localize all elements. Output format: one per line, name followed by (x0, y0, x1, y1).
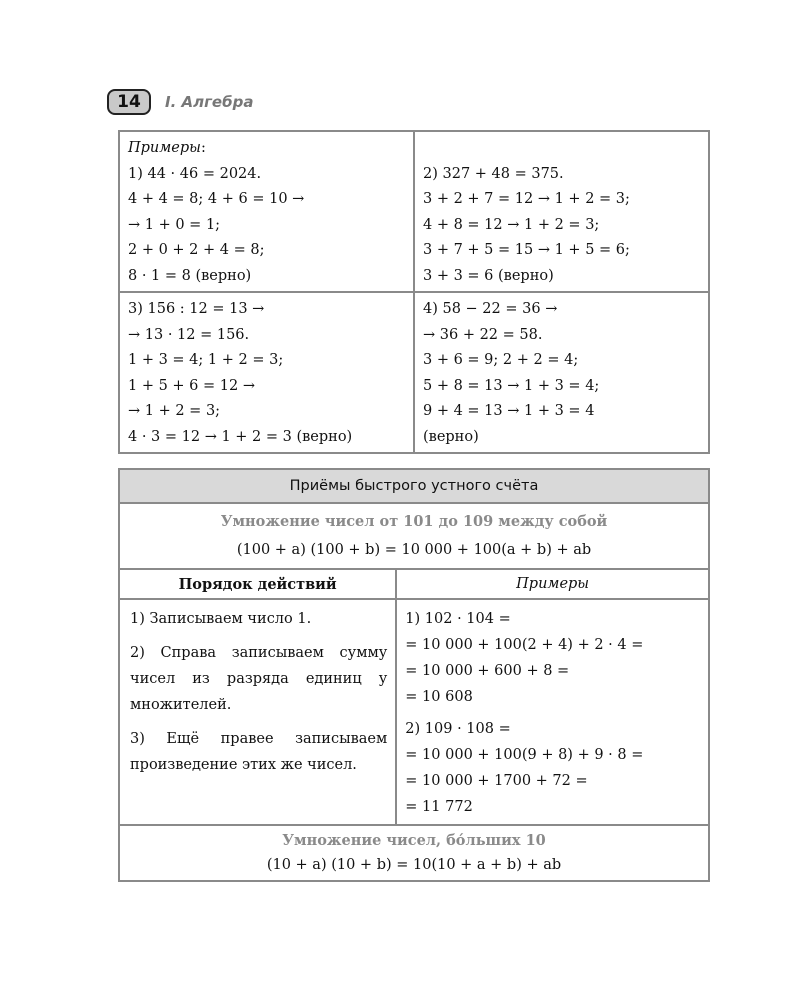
example-cell-2 (414, 131, 709, 292)
math-line: = 10 000 + 100(2 + 4) + 2 · 4 = (405, 637, 644, 653)
step-item: 3) Ещё правее записываем произведение этих же чисел. (130, 731, 388, 773)
section-multiply-over-10 (119, 825, 709, 881)
math-line: 4 + 8 = 12 → 1 + 2 = 3; (423, 216, 600, 233)
math-line: 8 · 1 = 8 (верно) (128, 267, 252, 284)
math-line: 5 + 8 = 13 → 1 + 3 = 4; (423, 377, 600, 394)
math-line: 4 · 3 = 12 → 1 + 2 = 3 (верно) (128, 428, 353, 445)
math-line: → 36 + 22 = 58. (423, 326, 543, 343)
math-line: 2) 327 + 48 = 375. (423, 165, 564, 182)
math-line: → 1 + 2 = 3; (128, 403, 221, 419)
examples-label: Примеры (128, 140, 201, 156)
math-line: (верно) (423, 428, 479, 445)
math-line: = 10 000 + 1700 + 72 = (405, 773, 588, 789)
math-line: 4) 58 − 22 = 36 → (423, 301, 558, 317)
techniques-table (118, 468, 710, 882)
math-line: → 1 + 0 = 1; (128, 216, 221, 233)
section-heading: Умножение чисел от 101 до 109 между собой (220, 513, 608, 530)
math-line: 3 + 7 + 5 = 15 → 1 + 5 = 6; (423, 242, 630, 258)
math-line: 1) 102 · 104 = (405, 611, 511, 627)
example-cell-1: Примеры: 1) 44 · 46 = 2024. 4 + 4 = 8; 4 + 6 = 10 → → 1 + 0 = 1; 2 + 0 + 2 + 4 = 8; 8 · 1 = 8 (верно) (119, 131, 414, 292)
section-formula: (100 + a) (100 + b) = 10 000 + 100(a + b) + ab (236, 542, 592, 558)
math-line: = 11 772 (405, 799, 473, 815)
math-line: 3) 156 : 12 = 13 → (128, 301, 265, 317)
page-number: 14 (107, 89, 151, 115)
math-line: 3 + 6 = 9; 2 + 2 = 4; (423, 352, 579, 368)
examples-table (118, 130, 710, 454)
section-heading: Умножение чисел, бо́льших 10 (282, 832, 546, 849)
math-line: = 10 608 (405, 689, 473, 705)
math-line: 2 + 0 + 2 + 4 = 8; (128, 242, 265, 258)
col-header-examples: Примеры (396, 569, 709, 599)
page-header (107, 88, 253, 116)
math-line: → 13 · 12 = 156. (128, 326, 250, 343)
techniques-title: Приёмы быстрого устного счёта (119, 469, 709, 503)
math-line: 1) 44 · 46 = 2024. (128, 165, 262, 182)
math-line: 4 + 4 = 8; 4 + 6 = 10 → (128, 191, 305, 207)
math-line: 1 + 3 = 4; 1 + 2 = 3; (128, 352, 284, 368)
math-line: = 10 000 + 100(9 + 8) + 9 · 8 = (405, 747, 644, 763)
math-line: 9 + 4 = 13 → 1 + 3 = 4 (423, 403, 595, 419)
step-item: 1) Записываем число 1. (130, 611, 312, 627)
math-line: 3 + 2 + 7 = 12 → 1 + 2 = 3; (423, 191, 630, 207)
math-line: 2) 109 · 108 = (405, 721, 511, 737)
example-cell-3 (119, 292, 414, 453)
math-line: = 10 000 + 600 + 8 = (405, 663, 570, 679)
section-multiply-101-109 (119, 503, 709, 569)
math-line: 3 + 3 = 6 (верно) (423, 267, 554, 284)
example-cell-4 (414, 292, 709, 453)
steps-cell (119, 599, 396, 825)
chapter-title: I. Алгебра (165, 93, 254, 111)
col-header-order: Порядок действий (119, 569, 396, 599)
examples-cell (396, 599, 709, 825)
math-line: 1 + 5 + 6 = 12 → (128, 377, 255, 394)
step-item: 2) Справа записываем сумму чисел из разряда единиц у множителей. (130, 645, 388, 713)
section-formula: (10 + a) (10 + b) = 10(10 + a + b) + ab (266, 857, 562, 873)
